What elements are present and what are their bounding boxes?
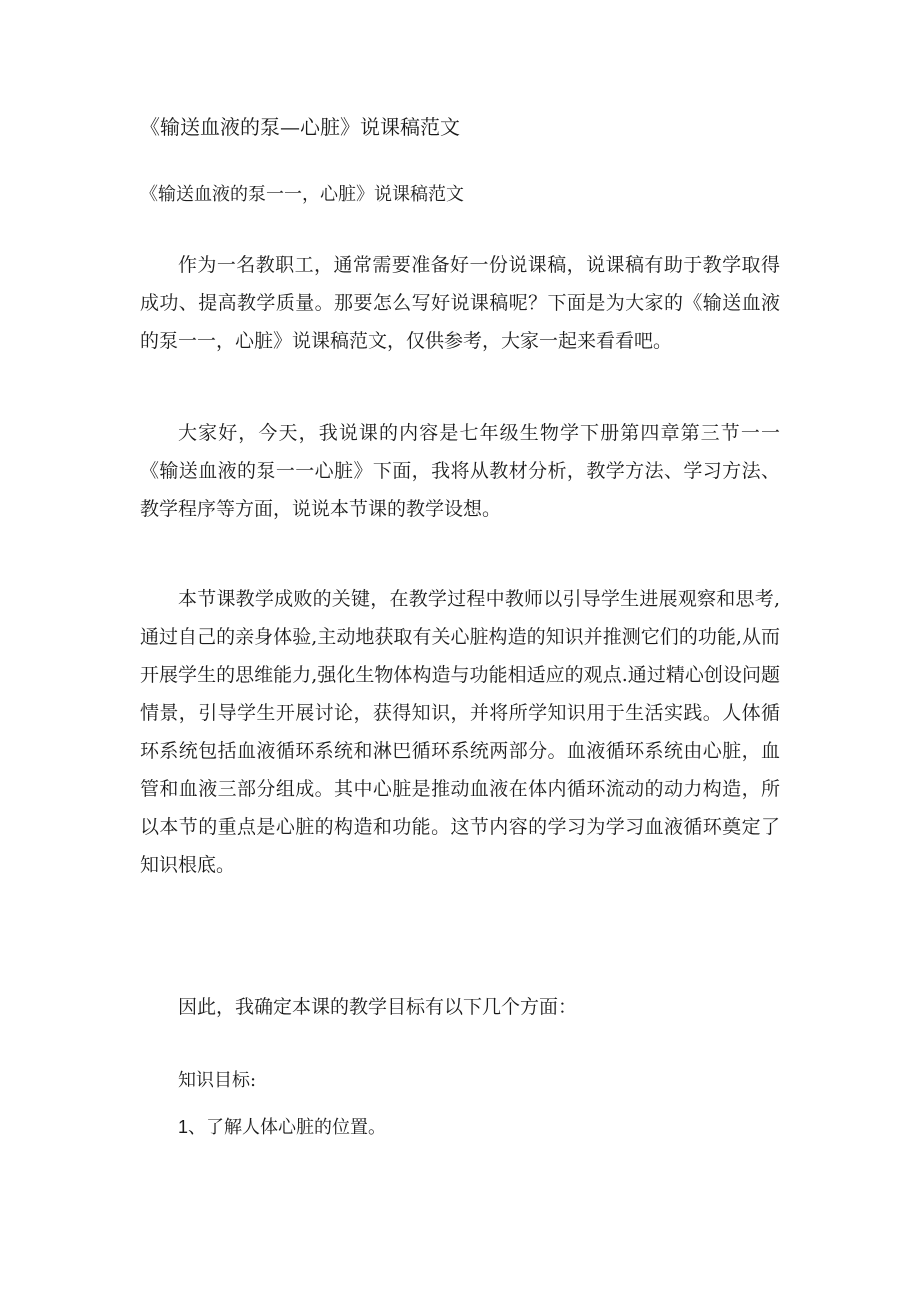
list-item [178,1112,386,1143]
document-title: 《输送血液的泵—心脏》说课稿范文 [140,115,460,139]
list-item-number: 1 [178,1117,189,1137]
list-item-text: 、了解人体心脏的位置。 [188,1117,387,1138]
knowledge-goals-heading: 知识目标: [178,1070,257,1091]
document-subtitle: 《输送血液的泵一一，心脏》说课稿范文 [140,184,464,205]
paragraph-greeting: 大家好，今天，我说课的内容是七年级生物学下册第四章第三节一一《输送血液的泵一一心脏》下面，我将从教材分析，教学方法、学习方法、教学程序等方面，说说本节课的教学设想。 [140,422,780,520]
paragraph-objectives: 因此，我确定本课的教学目标有以下几个方面： [178,996,578,1018]
paragraph-intro: 作为一名教职工，通常需要准备好一份说课稿，说课稿有助于教学取得成功、提高教学质量。那要怎么写好说课稿呢？下面是为大家的《输送血液的泵一一，心脏》说课稿范文，仅供参考，大家一起来看看吧。 [140,254,780,352]
paragraph-analysis: 本节课教学成败的关键，在教学过程中教师以引导学生进展观察和思考,通过自己的亲身体验,主动地获取有关心脏构造的知识并推测它们的功能,从而开展学生的思维能力,强化生物体构造与功能相适应的观点.通过精心创设问题情景，引导学生开展讨论，获得知识，并将所学知识用于生活实践。人体循环系统包括血液循环系统和淋巴循环系统两部分。血液循环系统由心脏，血管和血液三部分组成。其中心脏是推动血液在体内循环流动的动力构造，所以本节的重点是心脏的构造和功能。这节内容的学习为学习血液循环奠定了知识根底。 [140,588,780,876]
